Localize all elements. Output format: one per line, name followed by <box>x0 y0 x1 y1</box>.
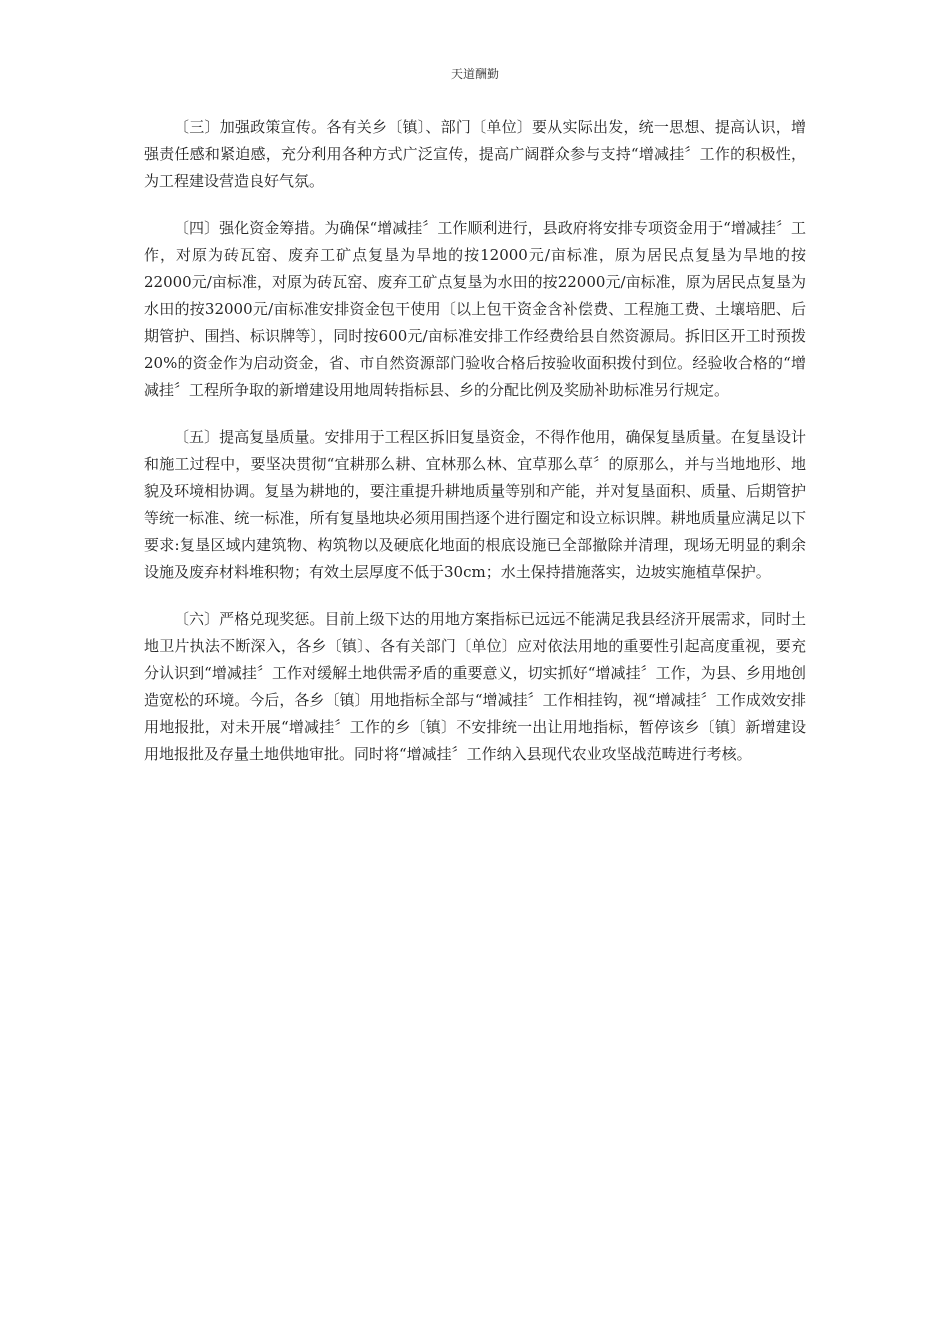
paragraph-reclamation-quality: 〔五〕提高复垦质量。安排用于工程区拆旧复垦资金，不得作他用，确保复垦质量。在复垦设计和施工过程中，要坚决贯彻“宜耕那么耕、宜林那么林、宜草那么草〞的原那么，并与当地地形、地貌及环境相协调。复垦为耕地的，要注重提升耕地质量等别和产能，并对复垦面积、质量、后期管护等统一标准、统一标准，所有复垦地块必须用围挡逐个进行圈定和设立标识牌。耕地质量应满足以下要求:复垦区域内建筑物、构筑物以及硬底化地面的根底设施已全部撤除并清理，现场无明显的剩余设施及废弃材料堆积物；有效土层厚度不低于30cm；水土保持措施落实，边坡实施植草保护。 <box>144 428 806 581</box>
paragraph-rewards-penalties: 〔六〕严格兑现奖惩。目前上级下达的用地方案指标已远远不能满足我县经济开展需求，同时土地卫片执法不断深入，各乡〔镇〕、各有关部门〔单位〕应对依法用地的重要性引起高度重视，要充分认识到“增减挂〞工作对缓解土地供需矛盾的重要意义，切实抓好“增减挂〞工作，为县、乡用地创造宽松的环境。今后，各乡〔镇〕用地指标全部与“增减挂〞工作相挂钩，视“增减挂〞工作成效安排用地报批，对未开展“增减挂〞工作的乡〔镇〕不安排统一出让用地指标，暂停该乡〔镇〕新增建设用地报批及存量土地供地审批。同时将“增减挂〞工作纳入县现代农业攻坚战范畴进行考核。 <box>144 610 806 763</box>
document-body <box>144 114 806 788</box>
page-header: 天道酬勤 <box>450 67 499 81</box>
paragraph-policy-promotion: 〔三〕加强政策宣传。各有关乡〔镇〕、部门〔单位〕要从实际出发，统一思想、提高认识，增强责任感和紧迫感，充分利用各种方式广泛宣传，提高广阔群众参与支持“增减挂〞工作的积极性，为工程建设营造良好气氛。 <box>144 118 806 190</box>
paragraph-funding: 〔四〕强化资金筹措。为确保“增减挂〞工作顺利进行，县政府将安排专项资金用于“增减挂〞工作，对原为砖瓦窑、废弃工矿点复垦为旱地的按12000元/亩标准，原为居民点复垦为旱地的按22000元/亩标准，对原为砖瓦窑、废弃工矿点复垦为水田的按22000元/亩标准，原为居民点复垦为水田的按32000元/亩标准安排资金包干使用〔以上包干资金含补偿费、工程施工费、土壤培肥、后期管护、围挡、标识牌等〕，同时按600元/亩标准安排工作经费给县自然资源局。拆旧区开工时预拨20%的资金作为启动资金，省、市自然资源部门验收合格后按验收面积拨付到位。经验收合格的“增减挂〞工程所争取的新增建设用地周转指标县、乡的分配比例及奖励补助标准另行规定。 <box>144 219 806 399</box>
